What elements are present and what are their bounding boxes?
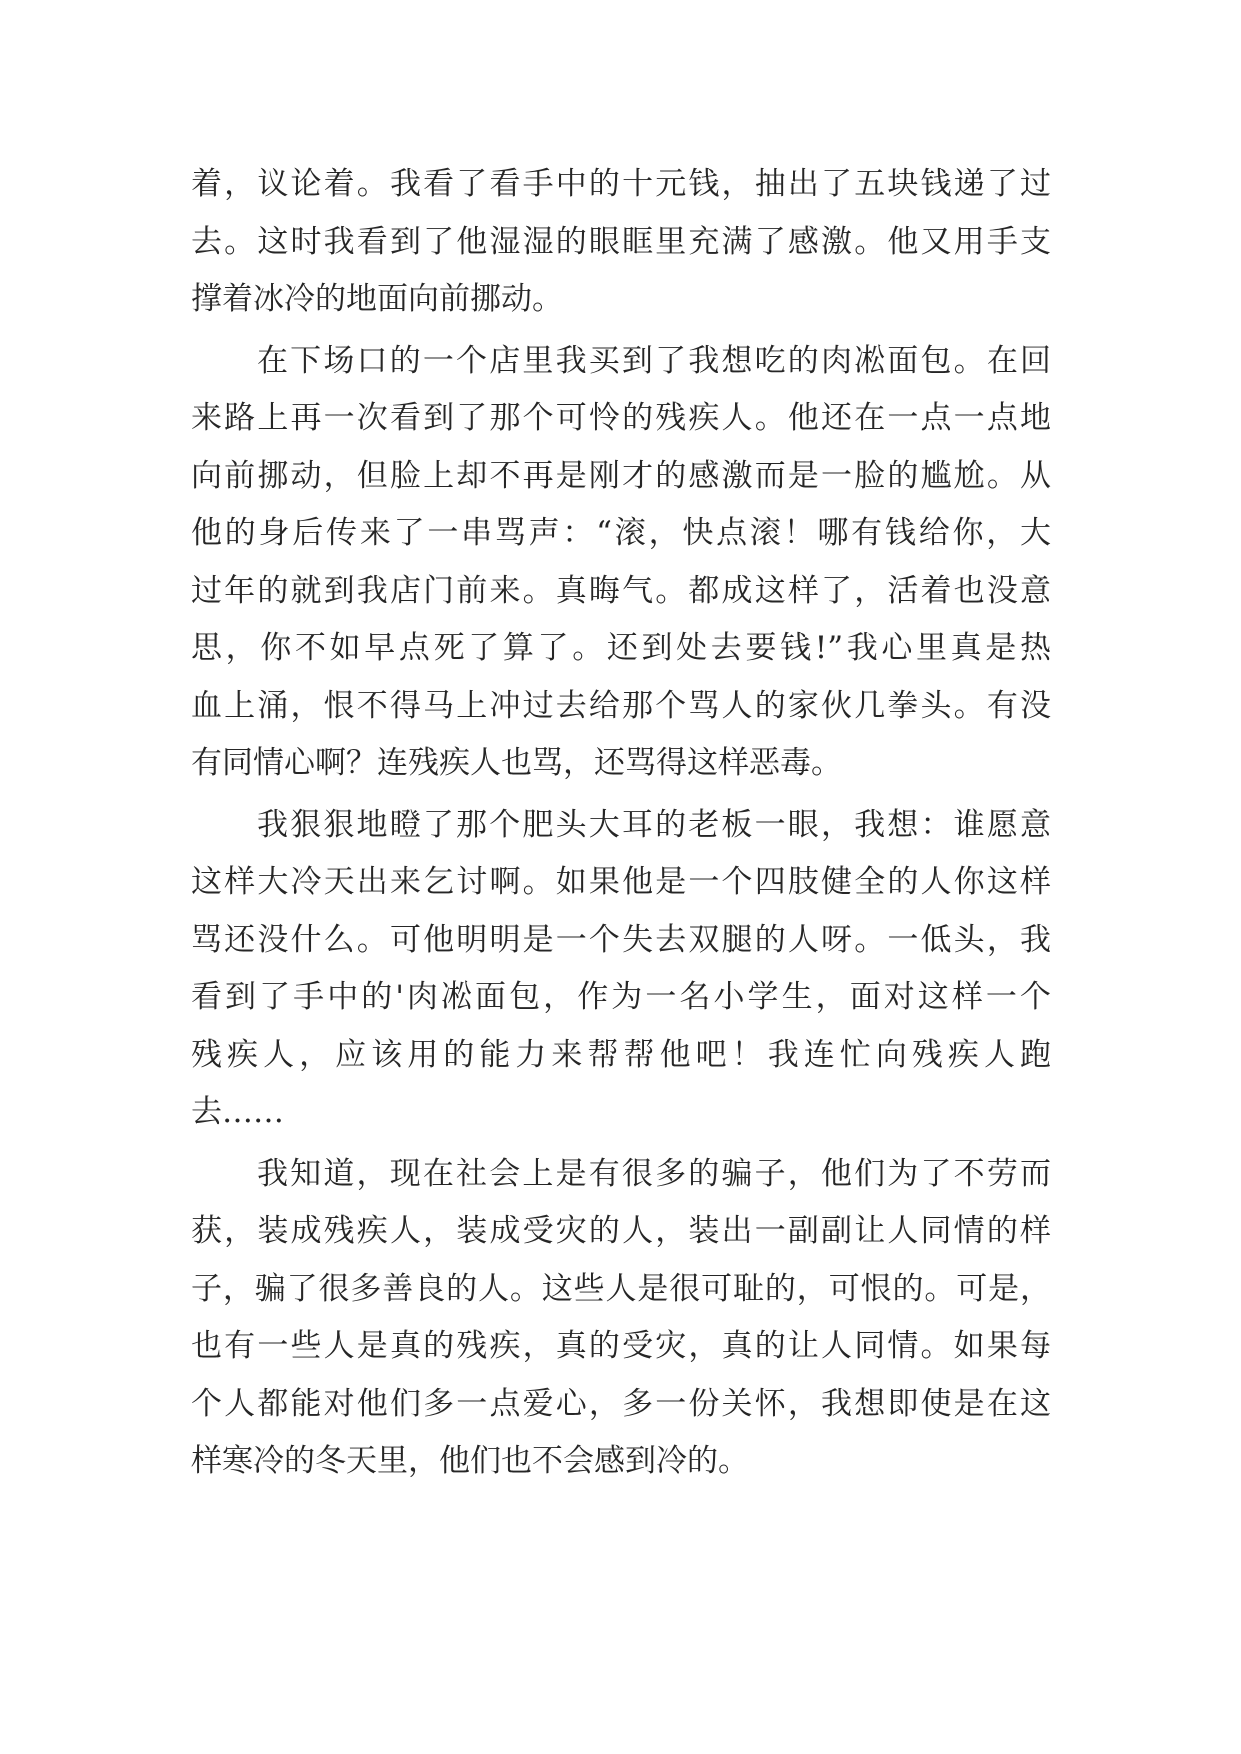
- paragraph-3: [191, 797, 1051, 1142]
- text-line: 获，装成残疾人，装成受灾的人，装出一副副让人同情的样: [191, 1213, 1051, 1249]
- paragraph-2: [191, 333, 1051, 793]
- text-line: 他的身后传来了一串骂声：“滚，快点滚！哪有钱给你，大: [191, 515, 1051, 551]
- paragraph-4: [191, 1146, 1051, 1491]
- text-line: 来路上再一次看到了那个可怜的残疾人。他还在一点一点地: [191, 400, 1051, 436]
- document-body: [191, 156, 1051, 1491]
- text-line: 子，骗了很多善良的人。这些人是很可耻的，可恨的。可是，: [191, 1270, 1051, 1307]
- text-line: 着，议论着。我看了看手中的十元钱，抽出了五块钱递了过: [191, 166, 1051, 202]
- text-line: 在下场口的一个店里我买到了我想吃的肉凇面包。在回: [257, 342, 1051, 379]
- text-line: 我知道，现在社会上是有很多的骗子，他们为了不劳而: [257, 1155, 1051, 1192]
- text-line: 这样大冷天出来乞讨啊。如果他是一个四肢健全的人你这样: [191, 864, 1051, 900]
- paragraph-1: [191, 156, 1051, 329]
- text-line: 看到了手中的'肉凇面包，作为一名小学生，面对这样一个: [191, 979, 1051, 1015]
- text-line: 去……: [191, 1094, 284, 1130]
- text-line: 我狠狠地瞪了那个肥头大耳的老板一眼，我想：谁愿意: [257, 806, 1051, 843]
- text-line: 个人都能对他们多一点爱心，多一份关怀，我想即使是在这: [191, 1385, 1051, 1422]
- text-line: 思，你不如早点死了算了。还到处去要钱!”我心里真是热: [191, 630, 1051, 666]
- text-line: 向前挪动，但脸上却不再是刚才的感激而是一脸的尴尬。从: [191, 457, 1051, 494]
- text-line: 撑着冰冷的地面向前挪动。: [191, 281, 563, 317]
- text-line: 残疾人，应该用的能力来帮帮他吧！我连忙向残疾人跑: [191, 1036, 1051, 1073]
- text-line: 有同情心啊？连残疾人也骂，还骂得这样恶毒。: [191, 745, 842, 781]
- text-line: 也有一些人是真的残疾，真的受灾，真的让人同情。如果每: [191, 1328, 1051, 1364]
- text-line: 样寒冷的冬天里，他们也不会感到冷的。: [191, 1443, 749, 1479]
- text-line: 过年的就到我店门前来。真晦气。都成这样了，活着也没意: [191, 572, 1051, 609]
- text-line: 去。这时我看到了他湿湿的眼眶里充满了感激。他又用手支: [191, 223, 1051, 260]
- text-line: 血上涌，恨不得马上冲过去给那个骂人的家伙几拳头。有没: [191, 687, 1051, 724]
- text-line: 骂还没什么。可他明明是一个失去双腿的人呀。一低头，我: [191, 921, 1051, 958]
